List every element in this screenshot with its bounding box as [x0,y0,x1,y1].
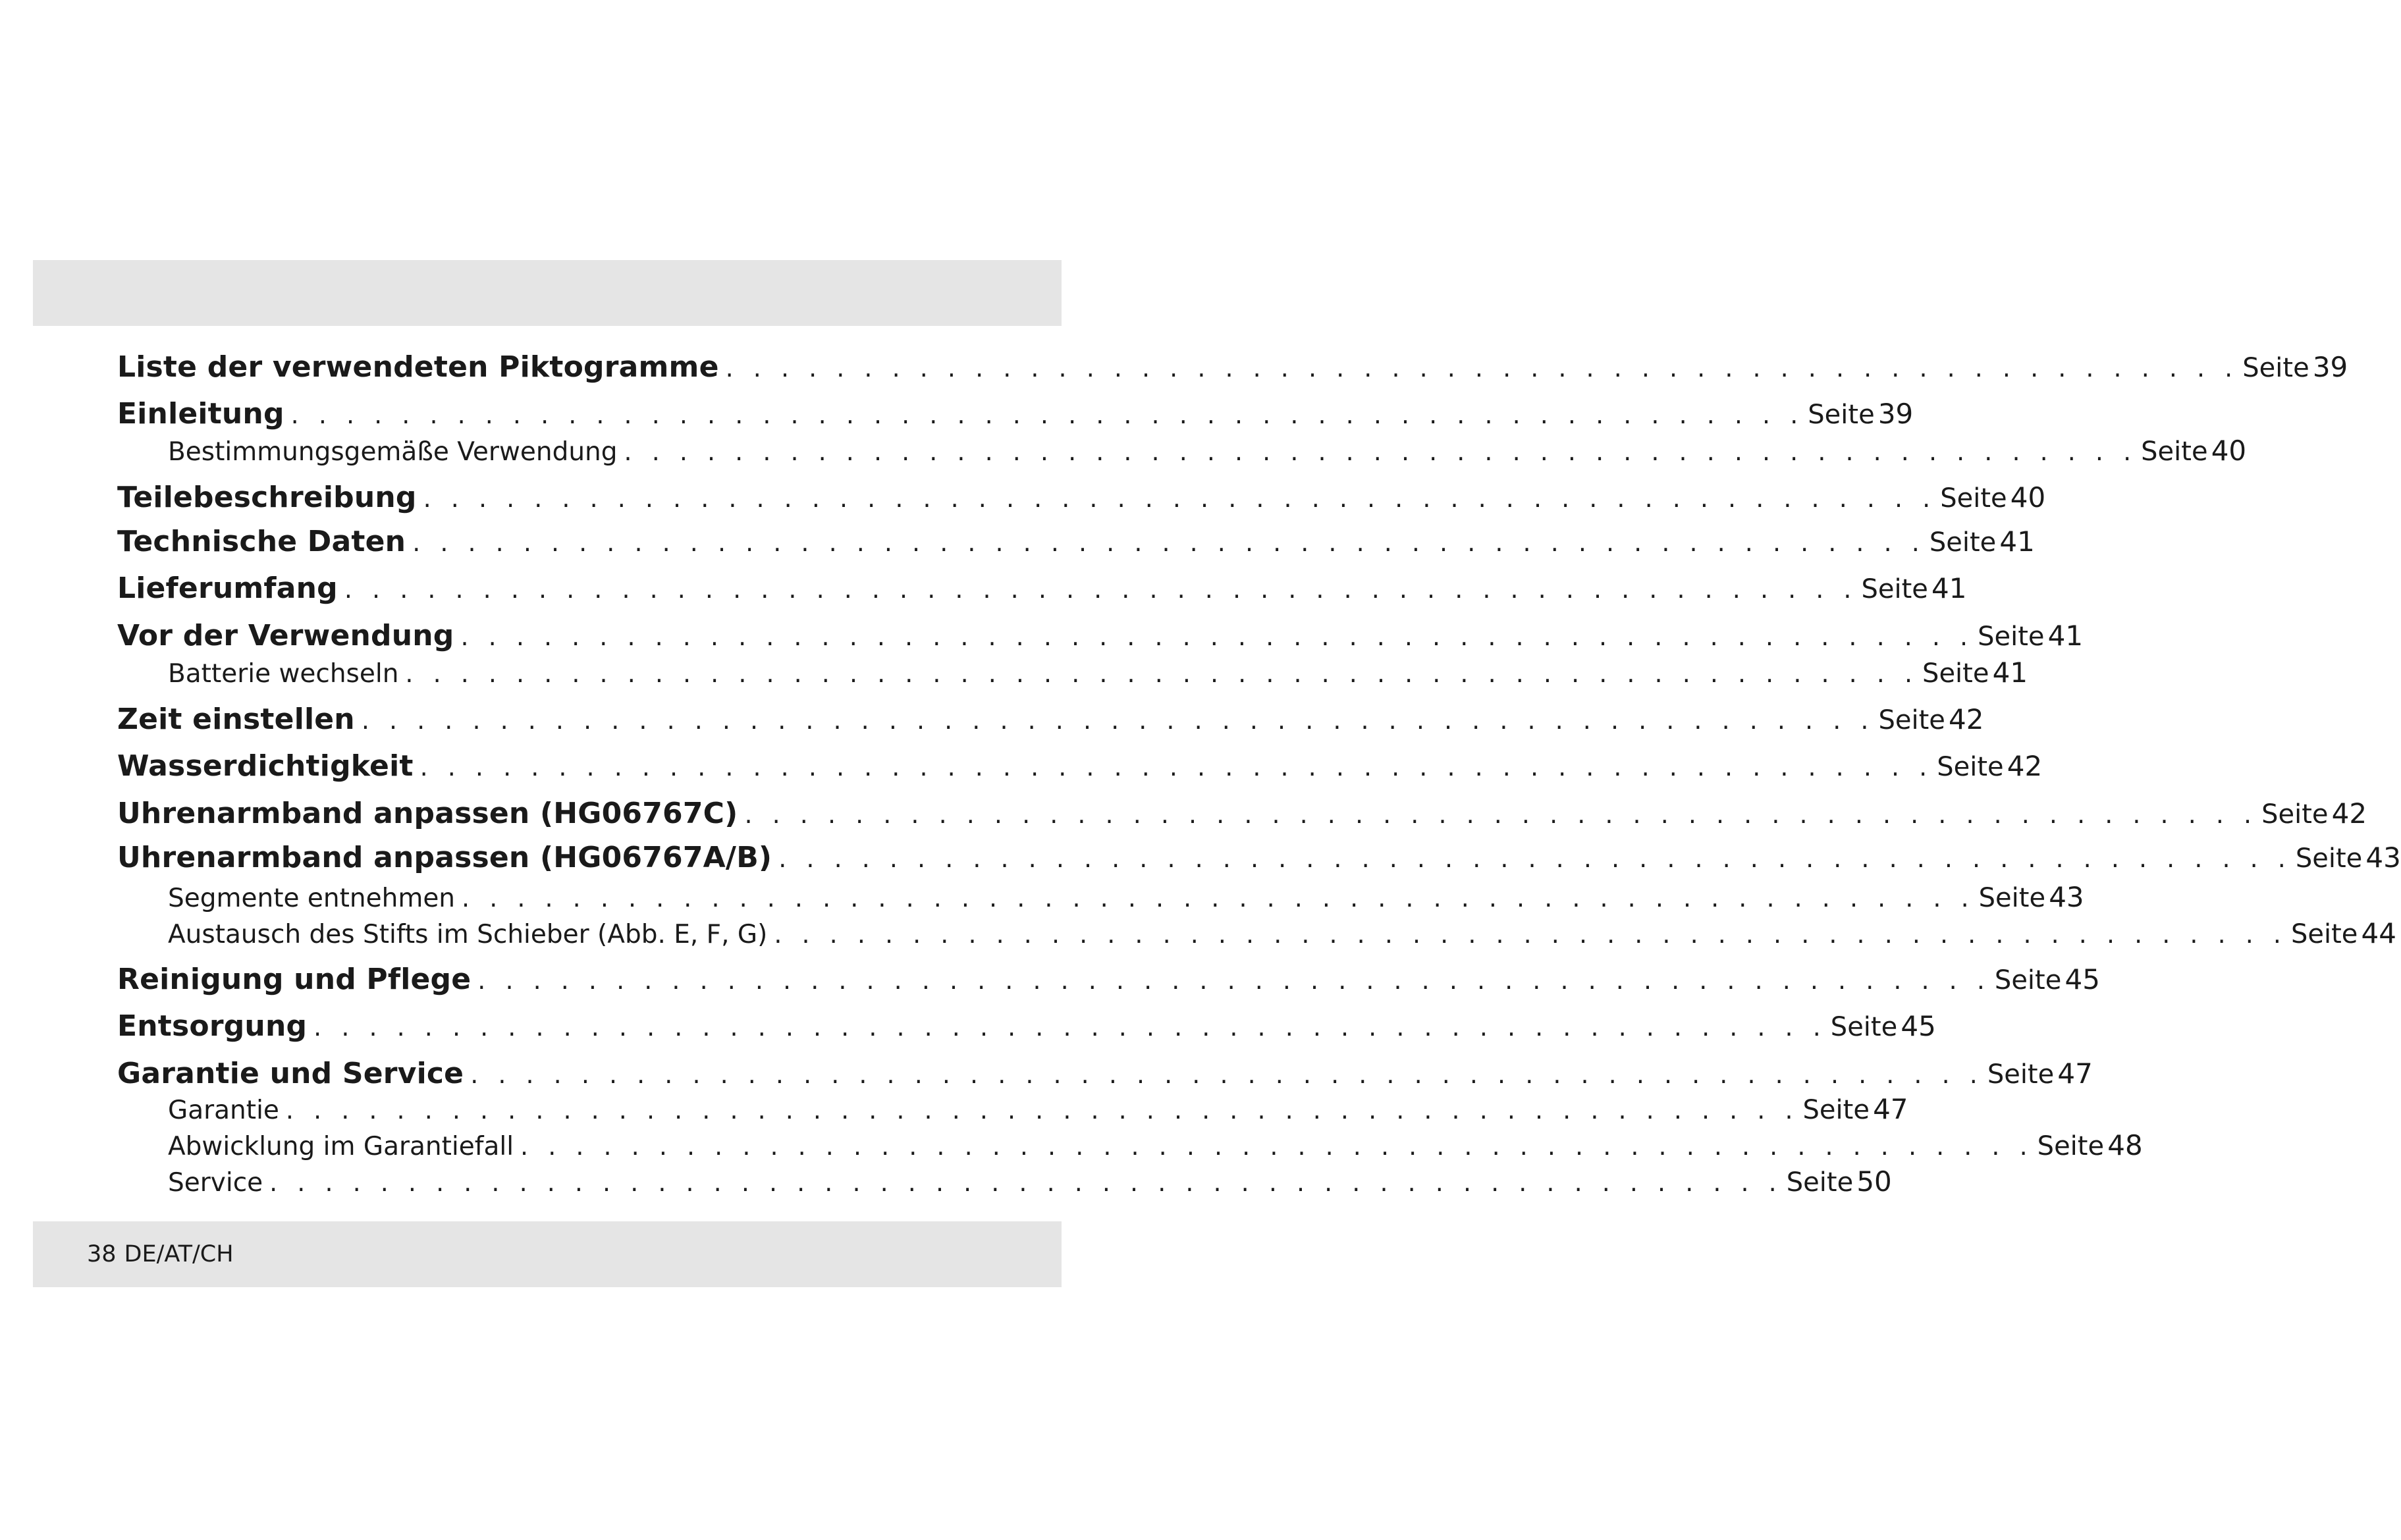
toc-entry-title: Zeit einstellen [117,703,355,736]
dot-leader: . . . . . . . . . . . . . . . . . . . . . . . . . . . . . . . . . . . . . . . . . . . . . . . . . . . . . . . [405,659,1919,688]
dot-leader: . . . . . . . . . . . . . . . . . . . . . . . . . . . . . . . . . . . . . . . . . . . . . . . . . . . . . . . [744,800,2258,829]
dot-leader: . . . . . . . . . . . . . . . . . . . . . . . . . . . . . . . . . . . . . . . . . . . . . . . . . . . . . . . [725,354,2239,383]
toc-entry-title: Batterie wechseln [168,659,399,689]
toc-subentry[interactable] [168,881,2084,918]
toc-entry[interactable] [117,797,2367,834]
dot-leader: . . . . . . . . . . . . . . . . . . . . . . . . . . . . . . . . . . . . . . . . . . . . . . . . . . . . . . . [419,753,1933,782]
toc-entry-title: Abwicklung im Garantiefall [168,1132,514,1161]
toc-entry-page-number: 41 [1931,572,1967,604]
toc-entry-page-number: 47 [2057,1057,2093,1090]
toc-entry-seite-label: Seite [1802,1095,1870,1125]
toc-entry[interactable] [117,1057,2093,1094]
dot-leader: . . . . . . . . . . . . . . . . . . . . . . . . . . . . . . . . . . . . . . . . . . . . . . . . . . . . . . . [269,1168,1783,1197]
toc-entry[interactable] [117,397,1914,434]
dot-leader: . . . . . . . . . . . . . . . . . . . . . . . . . . . . . . . . . . . . . . . . . . . . . . . . . . . . . . . [290,400,1804,429]
toc-entry-seite-label: Seite [2141,437,2208,467]
dot-leader: . . . . . . . . . . . . . . . . . . . . . . . . . . . . . . . . . . . . . . . . . . . . . . . . . . . . . . . [344,575,1858,604]
dot-leader: . . . . . . . . . . . . . . . . . . . . . . . . . . . . . . . . . . . . . . . . . . . . . . . . . . . . . . . [477,966,1991,995]
toc-entry-title: Service [168,1168,263,1198]
toc-entry-page-number: 45 [1901,1010,1936,1042]
toc-entry-page-number: 47 [1873,1093,1908,1125]
toc-entry-title: Bestimmungsgemäße Verwendung [168,437,618,467]
toc-entry[interactable] [117,1009,1936,1046]
dot-leader: . . . . . . . . . . . . . . . . . . . . . . . . . . . . . . . . . . . . . . . . . . . . . . . . . . . . . . . [778,844,2292,873]
footer-page-number: 38 [87,1241,117,1267]
toc-entry-seite-label: Seite [1808,400,1875,430]
toc-entry-page-number: 44 [2361,917,2396,949]
toc-subentry[interactable] [168,435,2247,471]
toc-entry-title: Lieferumfang [117,571,338,605]
toc-entry-seite-label: Seite [1830,1012,1898,1042]
dot-leader: . . . . . . . . . . . . . . . . . . . . . . . . . . . . . . . . . . . . . . . . . . . . . . . . . . . . . . . [624,437,2138,466]
dot-leader: . . . . . . . . . . . . . . . . . . . . . . . . . . . . . . . . . . . . . . . . . . . . . . . . . . . . . . . [423,484,1937,513]
toc-entry-page-number: 42 [2331,797,2367,830]
toc-entry-seite-label: Seite [2261,799,2329,830]
toc-entry-page-number: 43 [2049,881,2084,913]
toc-entry-page-number: 41 [2047,620,2084,652]
dot-leader: . . . . . . . . . . . . . . . . . . . . . . . . . . . . . . . . . . . . . . . . . . . . . . . . . . . . . . . [774,920,2287,949]
toc-entry-page-number: 50 [1856,1165,1892,1198]
toc-entry-title: Uhrenarmband anpassen (HG06767A/B) [117,841,772,874]
toc-entry-title: Vor der Verwendung [117,619,454,652]
toc-entry-page-number: 41 [1999,525,2035,558]
toc-entry-seite-label: Seite [1786,1167,1854,1198]
toc-entry-seite-label: Seite [1937,752,2004,782]
toc-entry-seite-label: Seite [1922,658,1989,689]
toc-entry-page-number: 39 [1877,398,1914,430]
toc-entry-title: Garantie und Service [117,1057,464,1090]
toc-entry-seite-label: Seite [2242,353,2309,383]
toc-entry-seite-label: Seite [1994,965,2062,996]
toc-entry-page-number: 48 [2107,1129,2143,1161]
toc-entry-title: Teilebeschreibung [117,481,417,514]
toc-entry[interactable] [117,481,2046,518]
toc-entry-title: Reinigung und Pflege [117,963,472,996]
toc-subentry[interactable] [168,917,2396,954]
toc-entry[interactable] [117,841,2401,878]
toc-entry-seite-label: Seite [1861,574,1928,604]
toc-entry-title: Austausch des Stifts im Schieber (Abb. E, F, G) [168,920,768,949]
dot-leader: . . . . . . . . . . . . . . . . . . . . . . . . . . . . . . . . . . . . . . . . . . . . . . . . . . . . . . . [470,1060,1983,1089]
toc-entry[interactable] [117,619,2084,656]
toc-entry[interactable] [117,963,2100,999]
dot-leader: . . . . . . . . . . . . . . . . . . . . . . . . . . . . . . . . . . . . . . . . . . . . . . . . . . . . . . . [285,1096,1799,1125]
toc-entry-page-number: 39 [2312,351,2348,383]
toc-entry-title: Wasserdichtigkeit [117,749,414,783]
toc-subentry[interactable] [168,1165,1892,1202]
toc-entry-seite-label: Seite [1978,883,2046,913]
toc-entry-title: Technische Daten [117,525,406,558]
toc-entry[interactable] [117,571,1967,608]
toc-entry-title: Segmente entnehmen [168,884,456,913]
footer-region: DE/AT/CH [124,1241,234,1267]
toc-entry-title: Einleitung [117,397,284,431]
dot-leader: . . . . . . . . . . . . . . . . . . . . . . . . . . . . . . . . . . . . . . . . . . . . . . . . . . . . . . . [460,622,1974,651]
dot-leader: . . . . . . . . . . . . . . . . . . . . . . . . . . . . . . . . . . . . . . . . . . . . . . . . . . . . . . . [462,884,1975,913]
toc-entry-page-number: 40 [2211,435,2247,467]
dot-leader: . . . . . . . . . . . . . . . . . . . . . . . . . . . . . . . . . . . . . . . . . . . . . . . . . . . . . . . [313,1013,1827,1042]
dot-leader: . . . . . . . . . . . . . . . . . . . . . . . . . . . . . . . . . . . . . . . . . . . . . . . . . . . . . . . [361,706,1875,735]
toc-entry-page-number: 45 [2064,963,2100,996]
toc-subentry[interactable] [168,1129,2143,1166]
toc-entry-seite-label: Seite [1987,1059,2055,1090]
dot-leader: . . . . . . . . . . . . . . . . . . . . . . . . . . . . . . . . . . . . . . . . . . . . . . . . . . . . . . . [412,528,1926,557]
toc-entry-title: Uhrenarmband anpassen (HG06767C) [117,797,738,830]
toc-entry-page-number: 42 [1949,703,1984,735]
toc-subentry[interactable] [168,656,2028,693]
toc-entry-title: Garantie [168,1096,279,1125]
toc-entry-page-number: 42 [2007,750,2043,782]
toc-entry-seite-label: Seite [2037,1131,2105,1161]
toc-entry-seite-label: Seite [1940,483,2007,514]
toc-entry-seite-label: Seite [1978,622,2045,652]
toc-entry-page-number: 40 [2010,481,2046,514]
dot-leader: . . . . . . . . . . . . . . . . . . . . . . . . . . . . . . . . . . . . . . . . . . . . . . . . . . . . . . . [520,1132,2034,1161]
toc-entry-seite-label: Seite [1878,705,1945,735]
toc-entry[interactable] [117,525,2035,562]
toc-subentry[interactable] [168,1093,1908,1130]
toc-entry-title: Entsorgung [117,1009,308,1043]
toc-entry-seite-label: Seite [1929,527,1997,558]
toc-entry[interactable] [117,350,2348,387]
toc-entry-page-number: 43 [2365,841,2401,874]
toc-entry-seite-label: Seite [2295,843,2363,874]
page-footer [87,1241,242,1267]
toc-entry-seite-label: Seite [2290,919,2358,949]
toc-entry[interactable] [117,749,2043,786]
toc-entry-page-number: 41 [1992,656,2028,689]
toc-entry[interactable] [117,703,1984,739]
toc-entry-title: Liste der verwendeten Piktogramme [117,350,719,384]
